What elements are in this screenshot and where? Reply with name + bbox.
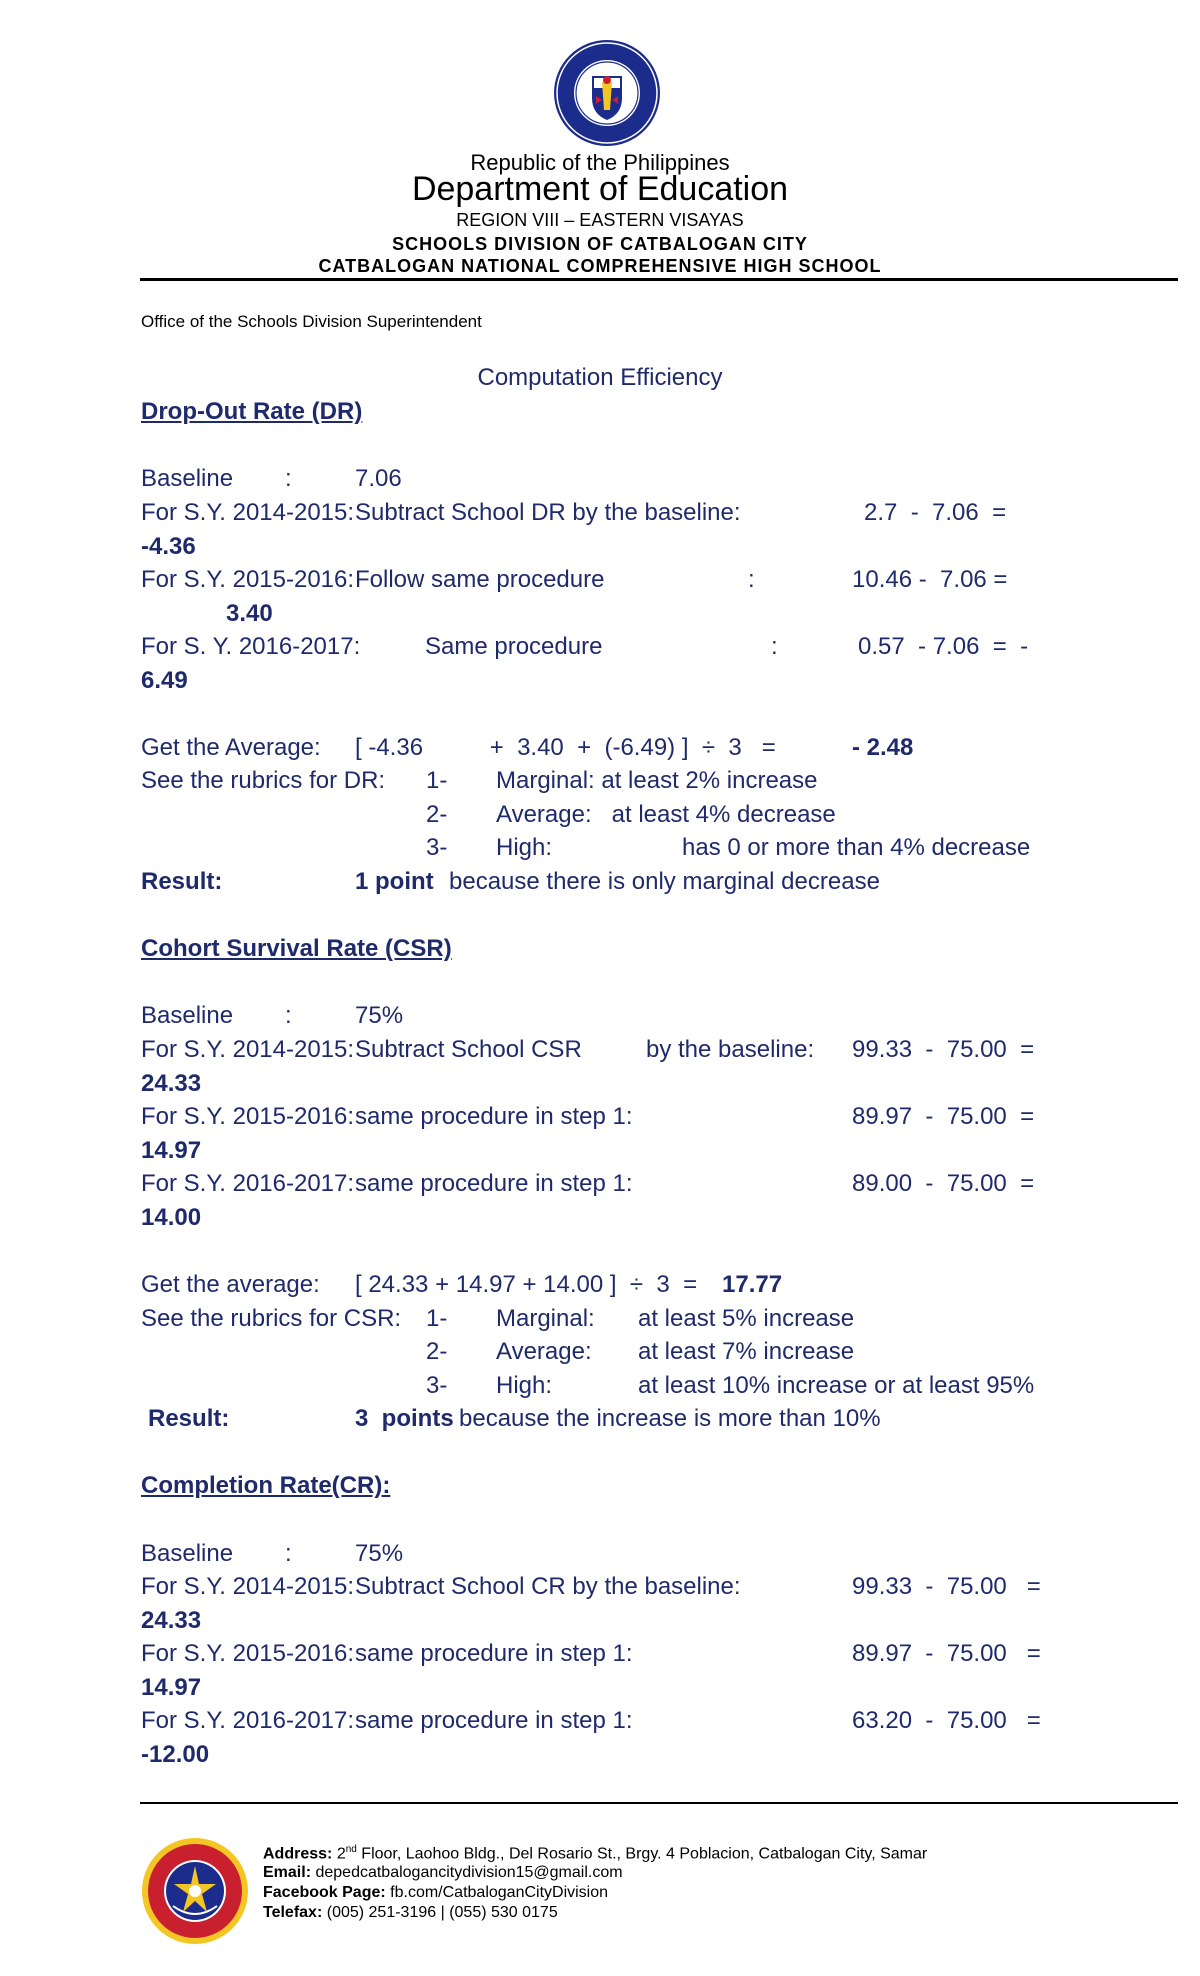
csr-average-expr: [ 24.33 + 14.97 + 14.00 ] ÷ 3 = bbox=[355, 1271, 698, 1298]
footer-address bbox=[263, 1844, 927, 1863]
cr-row-result: -12.00 bbox=[141, 1741, 210, 1768]
csr-row-result: 14.00 bbox=[141, 1204, 202, 1231]
dr-rubric-name: Average: at least 4% decrease bbox=[496, 801, 836, 828]
footer-facebook bbox=[263, 1884, 608, 1902]
dr-heading: Drop-Out Rate (DR) bbox=[141, 398, 363, 425]
cr-baseline-colon: : bbox=[285, 1540, 292, 1567]
header-rule bbox=[140, 278, 1178, 281]
cr-row-calc: 89.97 - 75.00 = bbox=[852, 1640, 1041, 1667]
dr-average-value: - 2.48 bbox=[852, 734, 914, 761]
dr-rubrics-label: See the rubrics for DR: bbox=[141, 767, 386, 794]
email-value[interactable]: depedcatbalogancitydivision15@gmail.com bbox=[315, 1864, 623, 1881]
dr-result-text: because there is only marginal decrease bbox=[449, 868, 880, 895]
csr-rubric-num: 3- bbox=[426, 1372, 448, 1399]
csr-rubric-name: Average: bbox=[496, 1338, 592, 1365]
csr-rubric-name: Marginal: bbox=[496, 1305, 595, 1332]
csr-row-year: For S.Y. 2014-2015: bbox=[141, 1036, 355, 1063]
dr-row-year: For S. Y. 2016-2017: bbox=[141, 633, 361, 660]
csr-rubrics-label: See the rubrics for CSR: bbox=[141, 1305, 402, 1332]
dr-row-result: -4.36 bbox=[141, 533, 196, 560]
dr-result-points: 1 point bbox=[355, 868, 434, 895]
address-sup: nd bbox=[345, 1844, 357, 1855]
dr-rubric-num: 2- bbox=[426, 801, 448, 828]
dr-result-label: Result: bbox=[141, 868, 223, 895]
dr-baseline-label: Baseline bbox=[141, 465, 234, 492]
csr-result-text: because the increase is more than 10% bbox=[459, 1405, 881, 1432]
cr-heading: Completion Rate(CR): bbox=[141, 1472, 391, 1499]
csr-row-calc: 89.97 - 75.00 = bbox=[852, 1103, 1035, 1130]
address-label: Address: bbox=[263, 1845, 333, 1863]
csr-rubric-num: 1- bbox=[426, 1305, 448, 1332]
footer-email bbox=[263, 1864, 623, 1882]
facebook-value[interactable]: fb.com/CatbaloganCityDivision bbox=[390, 1884, 609, 1901]
division-seal bbox=[140, 1836, 250, 1946]
facebook-label: Facebook Page: bbox=[263, 1884, 386, 1901]
dr-row-year: For S.Y. 2015-2016: bbox=[141, 566, 355, 593]
cr-row-year: For S.Y. 2014-2015: bbox=[141, 1573, 355, 1600]
deped-seal bbox=[552, 38, 662, 148]
department-title: Department of Education bbox=[411, 170, 789, 208]
dr-rubric-num: 3- bbox=[426, 834, 448, 861]
region-line: REGION VIII – EASTERN VISAYAS bbox=[456, 210, 744, 230]
csr-rubric-num: 2- bbox=[426, 1338, 448, 1365]
cr-row-year: For S.Y. 2016-2017: bbox=[141, 1707, 355, 1734]
csr-row-year: For S.Y. 2016-2017: bbox=[141, 1170, 355, 1197]
dr-row-calc: 0.57 - 7.06 = - bbox=[858, 633, 1029, 660]
school-line: CATBALOGAN NATIONAL COMPREHENSIVE HIGH SCHOOL bbox=[318, 256, 882, 276]
dr-rubric-name: High: bbox=[496, 834, 553, 861]
deped-seal-icon bbox=[552, 38, 662, 148]
csr-result-points: 3 points bbox=[355, 1405, 454, 1432]
footer-rule bbox=[140, 1802, 1178, 1804]
dr-row-desc: Subtract School DR by the baseline: bbox=[355, 499, 741, 526]
csr-baseline-label: Baseline bbox=[141, 1002, 234, 1029]
csr-row-calc: 89.00 - 75.00 = bbox=[852, 1170, 1035, 1197]
dr-row-result: 3.40 bbox=[226, 600, 273, 627]
dr-row-sep: : bbox=[771, 633, 778, 660]
footer-telefax bbox=[263, 1904, 558, 1922]
division-seal-icon bbox=[140, 1836, 250, 1946]
cr-row-result: 14.97 bbox=[141, 1674, 202, 1701]
csr-rubric-desc: at least 7% increase bbox=[638, 1338, 855, 1365]
dr-average-label: Get the Average: bbox=[141, 734, 321, 761]
cr-baseline-label: Baseline bbox=[141, 1540, 234, 1567]
csr-row-desc: Subtract School CSR bbox=[355, 1036, 582, 1063]
address-floor: 2 bbox=[336, 1845, 346, 1863]
cr-row-result: 24.33 bbox=[141, 1607, 202, 1634]
cr-row-desc: same procedure in step 1: bbox=[355, 1640, 633, 1667]
dr-rubric-num: 1- bbox=[426, 767, 448, 794]
dr-rubric-desc: has 0 or more than 4% decrease bbox=[682, 834, 1031, 861]
dr-baseline-value: 7.06 bbox=[355, 465, 402, 492]
csr-baseline-colon: : bbox=[285, 1002, 292, 1029]
csr-rubric-desc: at least 5% increase bbox=[638, 1305, 855, 1332]
cr-row-year: For S.Y. 2015-2016: bbox=[141, 1640, 355, 1667]
division-line: SCHOOLS DIVISION OF CATBALOGAN CITY bbox=[392, 234, 808, 254]
office-label: Office of the Schools Division Superintendent bbox=[141, 312, 482, 331]
telefax-value: (005) 251-3196 | (055) 530 0175 bbox=[326, 1904, 558, 1921]
dr-row-desc: Same procedure bbox=[425, 633, 603, 660]
csr-rubric-desc: at least 10% increase or at least 95% bbox=[638, 1372, 1035, 1399]
dr-rubric-name: Marginal: at least 2% increase bbox=[496, 767, 818, 794]
republic-line: Republic of the Philippines bbox=[470, 150, 730, 175]
dr-row-calc: 10.46 - 7.06 = bbox=[852, 566, 1008, 593]
cr-row-desc: Subtract School CR by the baseline: bbox=[355, 1573, 741, 1600]
csr-row-result: 24.33 bbox=[141, 1070, 202, 1097]
dr-row-desc: Follow same procedure bbox=[355, 566, 605, 593]
cr-row-desc: same procedure in step 1: bbox=[355, 1707, 633, 1734]
csr-baseline-value: 75% bbox=[355, 1002, 404, 1029]
cr-row-calc: 99.33 - 75.00 = bbox=[852, 1573, 1041, 1600]
telefax-label: Telefax: bbox=[263, 1904, 323, 1921]
dr-average-expr: [ -4.36 + 3.40 + (-6.49) ] ÷ 3 = bbox=[355, 734, 776, 761]
csr-average-value: 17.77 bbox=[722, 1271, 783, 1298]
cr-baseline-value: 75% bbox=[355, 1540, 404, 1567]
dr-row-year: For S.Y. 2014-2015: bbox=[141, 499, 355, 526]
document-title: Computation Efficiency bbox=[477, 364, 723, 391]
csr-heading: Cohort Survival Rate (CSR) bbox=[141, 935, 452, 962]
cr-row-calc: 63.20 - 75.00 = bbox=[852, 1707, 1041, 1734]
csr-average-label: Get the average: bbox=[141, 1271, 320, 1298]
csr-row-desc: same procedure in step 1: bbox=[355, 1170, 633, 1197]
dr-row-result: 6.49 bbox=[141, 667, 188, 694]
csr-row-calc: 99.33 - 75.00 = bbox=[852, 1036, 1035, 1063]
dr-baseline-colon: : bbox=[285, 465, 292, 492]
address-text: Floor, Laohoo Bldg., Del Rosario St., Brgy. 4 Poblacion, Catbalogan City, Samar bbox=[356, 1845, 928, 1863]
email-label: Email: bbox=[263, 1864, 312, 1881]
csr-rubric-name: High: bbox=[496, 1372, 553, 1399]
csr-row-year: For S.Y. 2015-2016: bbox=[141, 1103, 355, 1130]
dr-row-calc: 2.7 - 7.06 = bbox=[864, 499, 1007, 526]
csr-row-desc: same procedure in step 1: bbox=[355, 1103, 633, 1130]
csr-row-result: 14.97 bbox=[141, 1137, 202, 1164]
csr-result-label: Result: bbox=[148, 1405, 230, 1432]
dr-row-sep: : bbox=[748, 566, 755, 593]
csr-row-desc2: by the baseline: bbox=[646, 1036, 815, 1063]
